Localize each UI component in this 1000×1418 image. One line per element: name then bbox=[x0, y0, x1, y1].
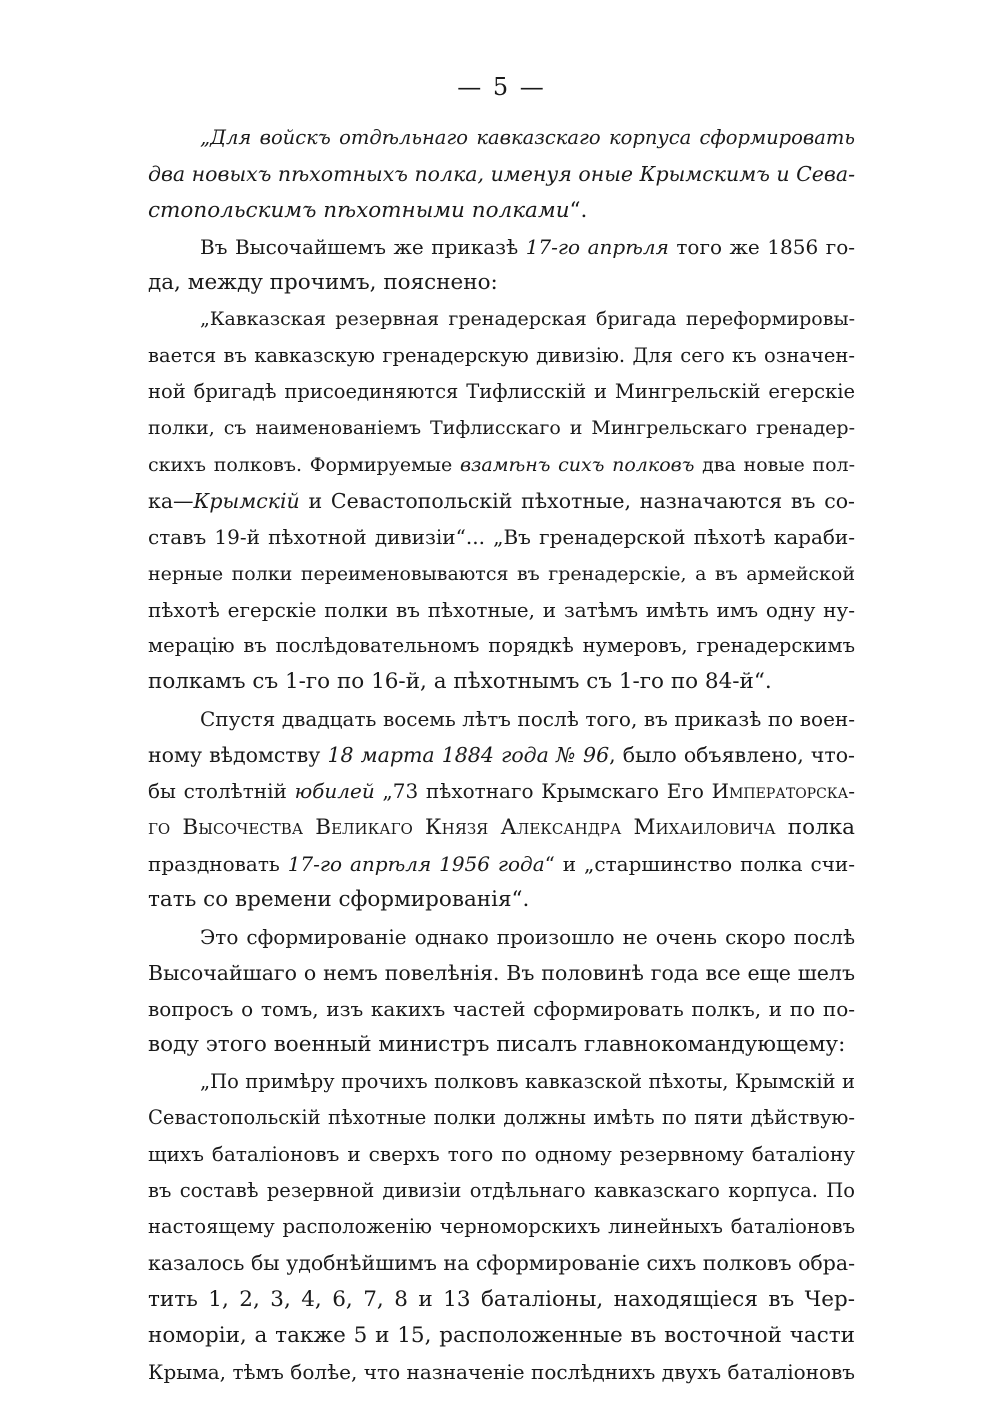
text-line bbox=[148, 773, 855, 809]
text-line bbox=[148, 1100, 855, 1136]
text-segment: „Кавказская резервная гренадерская бригада переформировы- bbox=[200, 308, 855, 331]
text-line bbox=[148, 810, 855, 846]
text-segment: воду этого военный министръ писалъ главнокомандующему: bbox=[148, 1032, 846, 1058]
text-line bbox=[148, 664, 855, 700]
text-segment: бы столѣтній bbox=[148, 779, 295, 804]
text-segment: казалось бы удобнѣйшимъ на сформированіе сихъ полковъ обра- bbox=[148, 1251, 855, 1276]
text-line bbox=[148, 193, 855, 229]
text-segment: „По примѣру прочихъ полковъ кавказской пѣхоты, Крымскій и bbox=[200, 1069, 855, 1093]
text-line bbox=[148, 1064, 855, 1100]
text-segment: праздновать bbox=[148, 851, 288, 876]
text-line bbox=[148, 1318, 855, 1354]
italic-text: 18 марта 1884 года № 96 bbox=[327, 743, 610, 768]
text-segment: номоріи, а также 5 и 15, расположенные въ восточной части bbox=[148, 1322, 855, 1348]
text-segment: полки, съ наименованіемъ Тифлисскаго и Мингрельскаго гренадер- bbox=[148, 417, 855, 440]
text-segment: “ и „старшинство полка счи- bbox=[544, 851, 855, 876]
italic-text: стопольскимъ пѣхотными полками bbox=[148, 197, 570, 223]
text-line bbox=[148, 1027, 855, 1063]
text-segment: вопросъ о томъ, изъ какихъ частей сформировать полкъ, и по по- bbox=[148, 997, 855, 1022]
text-segment: да, между прочимъ, пояснено: bbox=[148, 270, 498, 296]
italic-text: 17-го апрѣля bbox=[525, 234, 669, 259]
text-line bbox=[148, 447, 855, 483]
text-line bbox=[148, 120, 855, 156]
text-segment: два новые пол- bbox=[694, 453, 855, 476]
text-line bbox=[148, 301, 855, 337]
text-line bbox=[148, 483, 855, 519]
page-number: — 5 — bbox=[457, 73, 546, 101]
text-line bbox=[148, 1245, 855, 1281]
text-segment: и Севастопольскій пѣхотные, назначаются въ со- bbox=[299, 488, 855, 513]
small-caps-text: го Высочества Великаго Князя Александра Михаиловича bbox=[148, 814, 776, 840]
text-line bbox=[148, 991, 855, 1027]
text-segment: , было объявлено, что- bbox=[609, 743, 855, 768]
italic-text: 17-го апрѣля 1956 года bbox=[287, 851, 545, 876]
text-segment: “. bbox=[569, 197, 588, 223]
text-line bbox=[148, 955, 855, 991]
text-line bbox=[148, 919, 855, 955]
text-line bbox=[148, 519, 855, 555]
italic-text: два новыхъ пѣхотныхъ полка, именуя оные Крымскимъ и Сева- bbox=[148, 162, 855, 187]
text-line bbox=[148, 628, 855, 664]
text-segment: въ составѣ резервной дивизіи отдѣльнаго кавказскаго корпуса. По bbox=[148, 1178, 855, 1202]
text-segment: нерные полки переименовываются въ гренадерскіе, а въ армейской bbox=[148, 562, 855, 585]
text-line bbox=[148, 701, 855, 737]
text-line bbox=[148, 1209, 855, 1245]
italic-text: взамѣнъ сихъ полковъ bbox=[459, 453, 695, 476]
text-line bbox=[148, 846, 855, 882]
text-segment: Севастопольскій пѣхотные полки должны имѣть по пяти дѣйствую- bbox=[148, 1106, 855, 1130]
text-segment: пѣхотѣ егерскіе полки въ пѣхотные, и затѣмъ имѣть имъ одну ну- bbox=[148, 597, 855, 622]
italic-text: „Для войскъ отдѣльнаго кавказскаго корпуса сформировать bbox=[200, 126, 855, 149]
text-segment: настоящему расположенію черноморскихъ линейныхъ баталіоновъ bbox=[148, 1214, 855, 1238]
text-line bbox=[148, 1136, 855, 1172]
text-segment: мерацію въ послѣдовательномъ порядкѣ нумеровъ, гренадерскимъ bbox=[148, 634, 855, 658]
text-segment: Это сформированіе однако произошло не очень скоро послѣ bbox=[200, 924, 855, 949]
text-segment: ставъ 19-й пѣхотной дивизіи“... „Въ гренадерской пѣхотѣ караби- bbox=[148, 525, 855, 550]
text-line bbox=[148, 737, 855, 773]
text-line bbox=[148, 1354, 855, 1390]
text-line bbox=[148, 229, 855, 265]
text-line bbox=[148, 156, 855, 192]
text-segment: Высочайшаго о немъ повелѣнія. Въ половинѣ года все еще шелъ bbox=[148, 960, 855, 985]
text-line bbox=[148, 1282, 855, 1318]
text-segment: „73 пѣхотнаго Крымскаго Его bbox=[374, 779, 712, 804]
text-segment: ной бригадѣ присоединяются Тифлисскій и Мингрельскій егерскіе bbox=[148, 380, 855, 404]
italic-text: Крымскій bbox=[193, 488, 300, 513]
text-segment: тить 1, 2, 3, 4, 6, 7, 8 и 13 баталіоны, находящіеся въ Чер- bbox=[148, 1286, 855, 1312]
text-line bbox=[148, 1173, 855, 1209]
text-segment: того же 1856 го- bbox=[668, 234, 855, 259]
text-segment: ка— bbox=[148, 488, 194, 513]
text-segment: Въ Высочайшемъ же приказѣ bbox=[200, 234, 526, 259]
text-line bbox=[148, 592, 855, 628]
italic-text: юбилей bbox=[294, 779, 375, 804]
text-segment: Спустя двадцать восемь лѣтъ послѣ того, въ приказѣ по воен- bbox=[200, 706, 855, 731]
text-segment: скихъ полковъ. Формируемые bbox=[148, 453, 460, 476]
text-segment: щихъ баталіоновъ и сверхъ того по одному резервному баталіону bbox=[148, 1142, 855, 1167]
text-line bbox=[148, 882, 855, 918]
text-line bbox=[148, 374, 855, 410]
small-caps-text: Императорска- bbox=[711, 779, 855, 804]
text-segment: вается въ кавказскую гренадерскую дивизію. Для сего къ означен- bbox=[148, 343, 855, 367]
text-segment: тать со времени сформированія“. bbox=[148, 887, 530, 913]
text-line bbox=[148, 338, 855, 374]
text-block bbox=[148, 120, 855, 1390]
text-line bbox=[148, 410, 855, 446]
text-line bbox=[148, 556, 855, 592]
text-segment: Крыма, тѣмъ болѣе, что назначеніе послѣднихъ двухъ баталіоновъ bbox=[148, 1360, 855, 1385]
text-segment: ному вѣдомству bbox=[148, 743, 328, 768]
text-line bbox=[148, 265, 855, 301]
text-segment: полка bbox=[775, 814, 855, 840]
text-segment: полкамъ съ 1-го по 16-й, а пѣхотнымъ съ 1-го по 84-й“. bbox=[148, 669, 772, 695]
